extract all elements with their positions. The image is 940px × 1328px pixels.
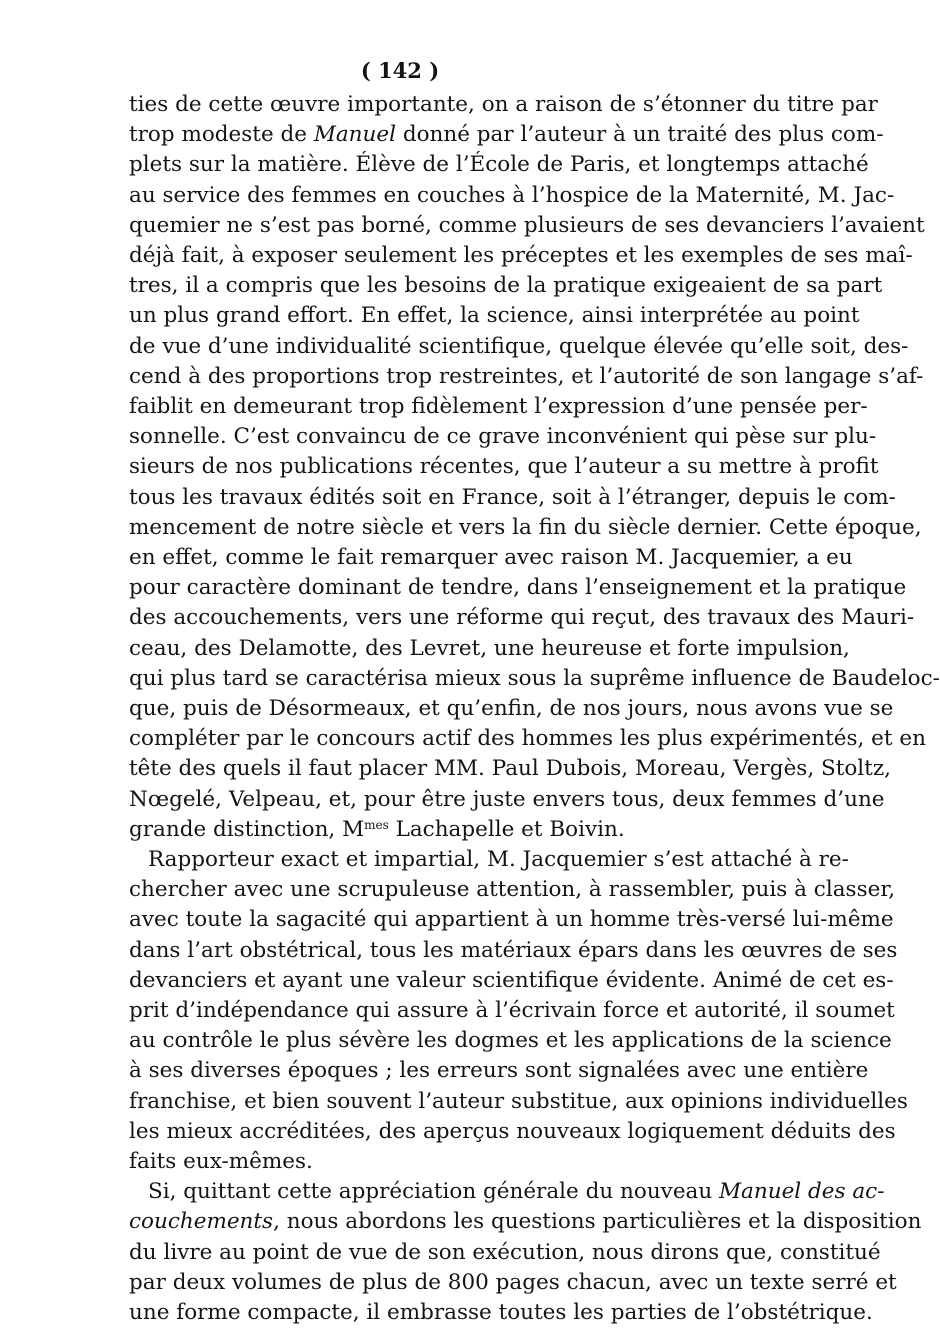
text-span: , nous abordons les questions particulières et la disposition (273, 1209, 922, 1235)
text-line: ceau, des Delamotte, des Levret, une heureuse et forte impulsion, (129, 635, 850, 661)
text-line: faiblit en demeurant trop fidèlement l’expression d’une pensée per- (129, 394, 868, 419)
text-line: les mieux accréditées, des aperçus nouveaux logiquement déduits des (129, 1118, 896, 1144)
text-line: chercher avec une scrupuleuse attention, à rassembler, puis à classer, (129, 877, 896, 903)
italic-title: couchements (129, 1209, 274, 1235)
text-line (129, 1207, 922, 1237)
text-line: que, puis de Désormeaux, et qu’enfin, de nos jours, nous avons vue se (129, 696, 894, 721)
page-number: ( 142 ) (360, 58, 440, 83)
text-span: grande distinction, M (129, 816, 365, 842)
text-line: en effet, comme le fait remarquer avec raison M. Jacquemier, a eu (129, 545, 853, 570)
text-line: quemier ne s’est pas borné, comme plusieurs de ses devanciers l’avaient (129, 212, 925, 238)
text-line: cend à des proportions trop restreintes, et l’autorité de son langage s’af- (129, 363, 924, 389)
text-line: par deux volumes de plus de 800 pages chacun, avec un texte serré et (129, 1269, 897, 1295)
text-line: déjà fait, à exposer seulement les préceptes et les exemples de ses maî- (129, 243, 913, 268)
text-line: plets sur la matière. Élève de l’École de Paris, et longtemps attaché (129, 152, 869, 178)
text-line: Rapporteur exact et impartial, M. Jacquemier s’est attaché à re- (148, 847, 849, 872)
text-span: Si, quittant cette appréciation générale du nouveau (148, 1179, 720, 1205)
text-line: tous les travaux édités soit en France, soit à l’étranger, depuis le com- (129, 484, 896, 510)
text-line: faits eux-mêmes. (129, 1149, 313, 1174)
text-line: devanciers et ayant une valeur scientifique évidente. Animé de cet es- (129, 967, 894, 993)
text-line: franchise, et bien souvent l’auteur substitue, aux opinions individuelles (129, 1088, 908, 1114)
italic-title: Manuel (313, 122, 396, 148)
text-line: pour caractère dominant de tendre, dans l’enseignement et la pratique (129, 575, 907, 601)
text-span: donné par l’auteur à un traité des plus com- (395, 122, 884, 148)
text-line: du livre au point de vue de son exécution, nous dirons que, constitué (129, 1239, 881, 1265)
text-line: qui plus tard se caractérisa mieux sous la suprême influence de Baudeloc- (129, 665, 940, 691)
text-line: ties de cette œuvre importante, on a raison de s’étonner du titre par (129, 92, 878, 117)
text-span: trop modeste de (129, 122, 314, 148)
text-line (129, 815, 679, 845)
text-line (148, 1177, 885, 1207)
text-line: dans l’art obstétrical, tous les matériaux épars dans les œuvres de ses (129, 937, 898, 963)
text-line: tres, il a compris que les besoins de la pratique exigeaient de sa part (129, 273, 883, 299)
text-line (129, 120, 884, 150)
text-line: au service des femmes en couches à l’hospice de la Maternité, M. Jac- (129, 182, 895, 208)
text-line: une forme compacte, il embrasse toutes les parties de l’obstétrique. (129, 1300, 873, 1325)
text-line: tête des quels il faut placer MM. Paul Dubois, Moreau, Vergès, Stoltz, (129, 756, 891, 782)
text-line: un plus grand effort. En effet, la science, ainsi interprétée au point (129, 303, 860, 329)
text-line: Nœgelé, Velpeau, et, pour être juste envers tous, deux femmes d’une (129, 786, 885, 812)
text-line: compléter par le concours actif des hommes les plus expérimentés, et en (129, 726, 926, 752)
italic-title: Manuel des ac- (719, 1179, 885, 1205)
text-line: à ses diverses époques ; les erreurs sont signalées avec une entière (129, 1058, 869, 1084)
text-line: prit d’indépendance qui assure à l’écrivain force et autorité, il soumet (129, 998, 895, 1023)
text-span: Lachapelle et Boivin. (388, 816, 625, 842)
text-line: au contrôle le plus sévère les dogmes et les applications de la science (129, 1028, 892, 1054)
text-line: sieurs de nos publications récentes, que l’auteur a su mettre à profit (129, 454, 879, 480)
text-line: de vue d’une individualité scientifique, quelque élevée qu’elle soit, des- (129, 333, 909, 359)
text-line: mencement de notre siècle et vers la fin du siècle dernier. Cette époque, (129, 514, 922, 540)
text-line: sonnelle. C’est convaincu de ce grave inconvénient qui pèse sur plu- (129, 424, 877, 450)
text-line: avec toute la sagacité qui appartient à un homme très-versé lui-même (129, 907, 894, 933)
text-line: des accouchements, vers une réforme qui reçut, des travaux des Mauri- (129, 605, 915, 631)
superscript: mes (364, 817, 389, 832)
